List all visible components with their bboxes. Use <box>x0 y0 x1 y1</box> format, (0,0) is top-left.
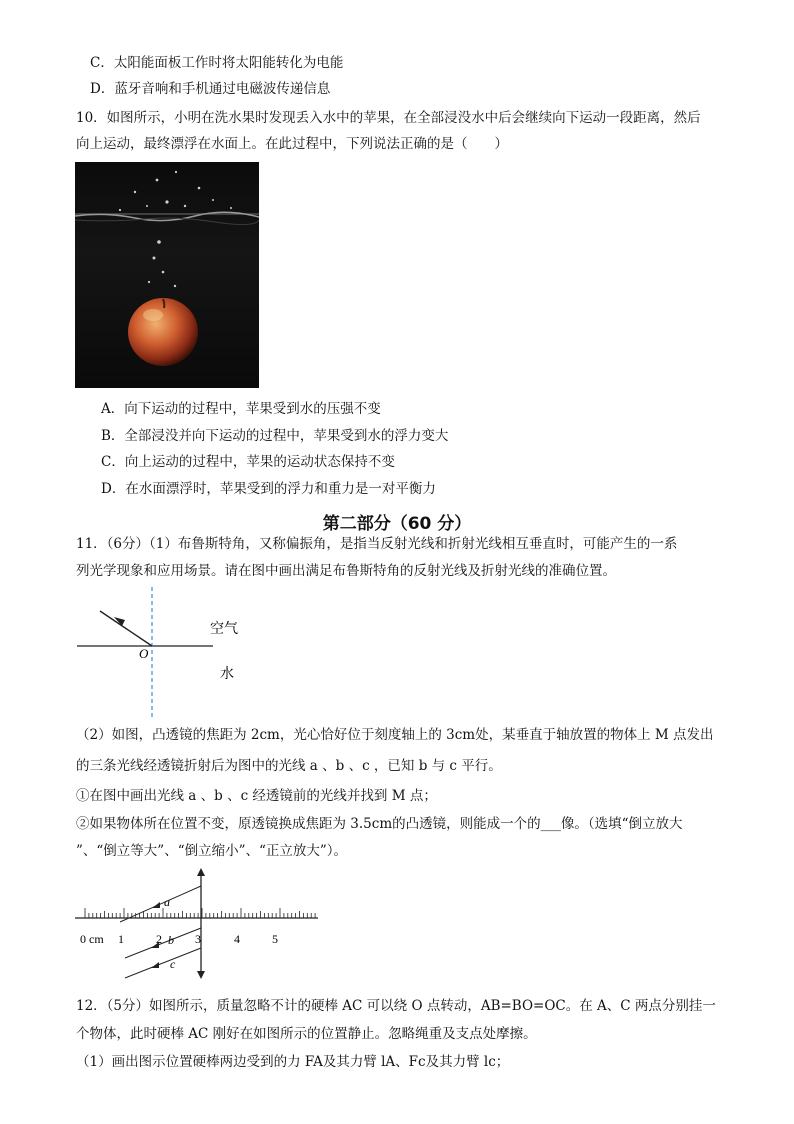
part2-title: 第二部分（60 分） <box>322 514 472 534</box>
q11-part2-line1: （2）如图，凸透镜的焦距为 2cm，光心恰好位于刻度轴上的 3cm处，某垂直于轴放置的物体上 M 点发出 <box>76 727 714 743</box>
tick-label-5: 5 <box>272 932 278 946</box>
q11-part2-line3: ①在图中画出光线 a 、b 、c 经透镜前的光线并找到 M 点； <box>76 788 437 804</box>
scale-ticks <box>85 908 315 918</box>
brewster-angle-figure <box>70 585 270 720</box>
q10-stem-line1: 10．如图所示，小明在洗水果时发现丢入水中的苹果，在全部浸没水中后会继续向下运动一段距离，然后 <box>76 110 701 126</box>
tick-label-0: 0 cm <box>80 932 104 946</box>
point-o-label: O <box>139 646 149 661</box>
water-label: 水 <box>220 666 234 682</box>
q11-part2-line5: ”、“倒立等大”、“倒立缩小”、“正立放大”）。 <box>76 843 348 859</box>
tick-label-3: 3 <box>195 932 201 946</box>
q12-stem-line2: 个物体，此时硬棒 AC 刚好在如图所示的位置静止。忽略绳重及支点处摩擦。 <box>76 1026 537 1042</box>
q12-stem-line3: （1）画出图示位置硬棒两边受到的力 FA及其力臂 lA、Fc及其力臂 lc； <box>76 1054 510 1070</box>
q9-option-c: C．太阳能面板工作时将太阳能转化为电能 <box>90 55 344 71</box>
convex-lens-figure <box>70 866 330 986</box>
lens-bottom-arrow-icon <box>197 971 205 979</box>
tick-label-2: 2 <box>156 932 162 946</box>
tick-label-4: 4 <box>234 932 240 946</box>
q11-part2-line2: 的三条光线经透镜折射后为图中的光线 a 、b 、c ，已知 b 与 c 平行。 <box>76 758 502 774</box>
ray-a <box>120 886 201 922</box>
lens-top-arrow-icon <box>197 868 205 876</box>
air-label: 空气 <box>210 621 238 637</box>
q12-stem-line1: 12．（5分）如图所示，质量忽略不计的硬棒 AC 可以绕 O 点转动，AB=BO=OC。在 A、C 两点分别挂一 <box>76 998 716 1014</box>
ray-b <box>125 928 201 958</box>
q9-option-d: D．蓝牙音响和手机通过电磁波传递信息 <box>90 81 331 97</box>
q11-stem-line2: 列光学现象和应用场景。请在图中画出满足布鲁斯特角的反射光线及折射光线的准确位置。 <box>76 563 616 579</box>
q11-part2-line4: ②如果物体所在位置不变，原透镜换成焦距为 3.5cm的凸透镜，则能成一个的___像。（选填“倒立放大 <box>76 816 683 832</box>
ray-a-label: a <box>164 895 170 909</box>
apple-in-water-photo <box>75 162 259 388</box>
ray-c <box>125 948 201 978</box>
q11-stem-line1: 11．（6分）（1）布鲁斯特角，又称偏振角，是指当反射光线和折射光线相互垂直时，可能产生的一系 <box>76 536 678 552</box>
q10-stem-line2: 向上运动，最终漂浮在水面上。在此过程中，下列说法正确的是（ ） <box>76 136 508 152</box>
q10-option-b: B．全部浸没并向下运动的过程中，苹果受到水的浮力变大 <box>101 428 449 444</box>
ray-c-label: c <box>170 957 176 971</box>
tick-label-1: 1 <box>118 932 124 946</box>
q10-option-d: D．在水面漂浮时，苹果受到的浮力和重力是一对平衡力 <box>101 481 436 497</box>
ray-b-label: b <box>168 933 174 947</box>
incident-ray <box>100 611 152 646</box>
q10-option-a: A．向下运动的过程中，苹果受到水的压强不变 <box>101 401 381 417</box>
q10-option-c: C．向上运动的过程中，苹果的运动状态保持不变 <box>101 454 395 470</box>
